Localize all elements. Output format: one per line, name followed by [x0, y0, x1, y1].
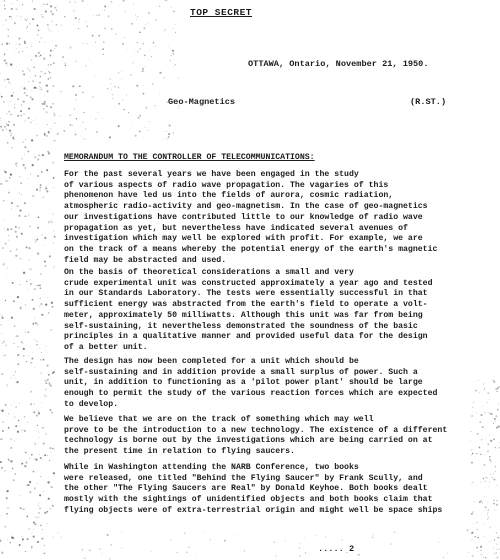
text-line: enough to permit the study of the various reaction forces which are expected — [64, 389, 438, 399]
text-line: field may be abstracted and used. — [64, 255, 227, 265]
classification-stamp: TOP SECRET — [190, 7, 253, 18]
reference-code: (R.ST.) — [410, 97, 447, 107]
text-line: unit, in addition to functioning as a 'pilot power plant' should be large — [64, 378, 423, 388]
text-line: of various aspects of radio wave propagation. The vagaries of this — [64, 180, 389, 190]
text-line: sufficient energy was abstracted from the earth's field to operate a volt- — [64, 300, 428, 310]
text-line: in our Standards Laboratory. The tests were essentially successful in that — [64, 289, 428, 299]
text-line: For the past several years we have been engaged in the study — [64, 170, 359, 179]
text-line: meter, approximately 50 milliwatts. Although this unit was far from being — [64, 310, 423, 320]
dateline: OTTAWA, Ontario, November 21, 1950. — [248, 59, 429, 69]
text-line: principles in a qualitative manner and provided useful data for the design — [64, 332, 428, 342]
text-line: prove to be the introduction to a new technology. The existence of a different — [64, 425, 448, 435]
text-line: self-sustaining and in addition provide a small surplus of power. Such a — [64, 367, 418, 377]
paragraph-3 — [64, 357, 484, 411]
text-line: self-sustaining, it nevertheless demonstrated the soundness of the basic — [64, 321, 418, 331]
text-line: to develop. — [64, 399, 119, 409]
text-line: While in Washington attending the NARB Conference, two books — [64, 463, 359, 472]
text-line: technology is borne out by the investigations which are being carried on at — [64, 436, 433, 446]
text-line: the other "The Flying Saucers are Real" by Donald Keyhoe. Both books dealt — [64, 484, 428, 494]
text-line: of a better unit. — [64, 342, 148, 352]
paragraph-5 — [64, 463, 484, 517]
paragraph-1 — [64, 170, 484, 266]
text-line: were released, one titled "Behind the Flying Saucer" by Frank Scully, and — [64, 473, 423, 483]
text-line: We believe that we are on the track of something which may well — [64, 415, 374, 424]
subject-line: Geo-Magnetics — [168, 97, 236, 107]
text-line: The design has now been completed for a unit which should be — [64, 357, 359, 366]
text-line: mostly with the sightings of unidentified objects and both books claim that — [64, 495, 433, 505]
text-line: our investigations have contributed little to our knowledge of radio wave — [64, 212, 423, 222]
text-line: phenomenon have led us into the fields of aurora, cosmic radiation, — [64, 191, 394, 201]
memo-heading: MEMORANDUM TO THE CONTROLLER OF TELECOMMUNICATIONS: — [64, 153, 315, 162]
text-line: flying objects were of extra-terrestrial origin and might well be space ships — [64, 505, 443, 515]
text-line: atmospheric radio-activity and geo-magnetism. In the case of geo-magnetics — [64, 202, 428, 212]
paragraph-4 — [64, 415, 484, 458]
text-line: the present time in relation to flying saucers. — [64, 447, 295, 457]
continuation-marker: ..... 2 — [318, 544, 355, 554]
paragraph-2 — [64, 268, 484, 354]
text-line: On the basis of theoretical considerations a small and very — [64, 268, 354, 277]
text-line: on the track of a means whereby the potential energy of the earth's magnetic — [64, 244, 438, 254]
text-line: crude experimental unit was constructed approximately a year ago and tested — [64, 278, 433, 288]
text-line: investigation which may well be explored with profit. For example, we are — [64, 234, 423, 244]
text-line: propagation as yet, but nevertheless have indicated several avenues of — [64, 223, 408, 233]
